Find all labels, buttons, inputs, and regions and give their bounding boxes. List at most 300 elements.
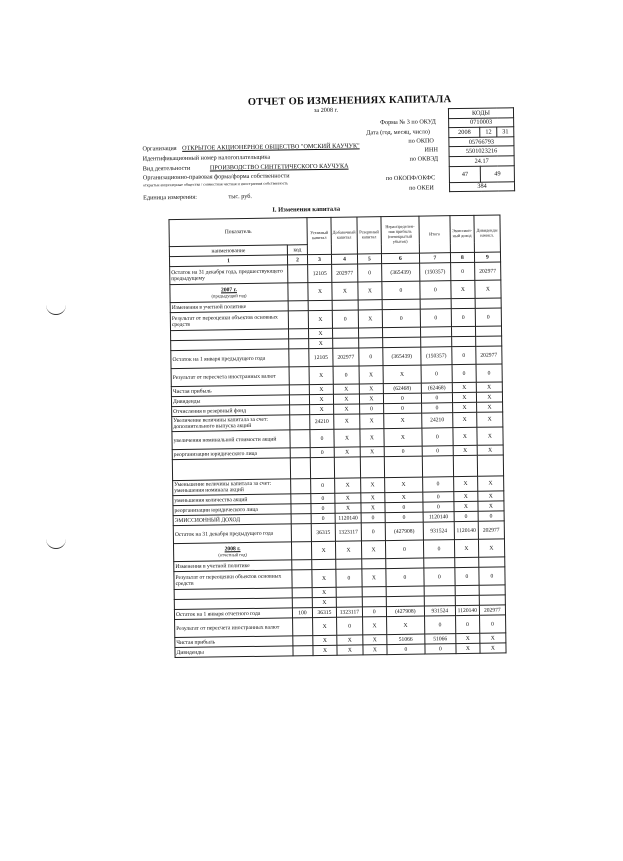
cell-col-3: 36315 <box>312 607 336 617</box>
cell-col-7: 0 <box>421 393 452 403</box>
cell-col-7: 0 <box>422 428 453 446</box>
row-name-text: Увеличение величины капитала за счет: дополнительного выпуска акций <box>173 416 269 431</box>
cell-col-5: X <box>359 394 383 404</box>
cell-col-3: X <box>313 617 337 635</box>
cell-col-6: (365439) <box>383 347 421 366</box>
cell-col-6 <box>382 337 420 348</box>
col-number: 2 <box>287 255 307 265</box>
row-code <box>288 311 308 329</box>
row-name <box>172 458 290 481</box>
cell-col-8: X <box>452 402 476 412</box>
codes-box <box>448 107 515 192</box>
row-subtitle: (предыдущий год) <box>211 292 247 299</box>
row-subtitle: (отчетный год) <box>218 551 247 557</box>
cell-col-3: 36315 <box>311 523 335 541</box>
cell-col-4 <box>333 328 359 338</box>
row-name-text: увеличения номинальной стоимости акций <box>173 436 277 444</box>
row-name <box>172 415 290 432</box>
cell-col-3: X <box>311 541 335 559</box>
cell-col-5 <box>362 587 386 597</box>
cell-col-9 <box>479 595 505 605</box>
row-name <box>170 311 288 331</box>
cell-col-3: 12105 <box>308 264 332 282</box>
cell-col-9: X <box>480 633 506 643</box>
cell-col-5: X <box>361 541 385 559</box>
row-code <box>288 283 308 301</box>
cell-col-4: X <box>337 635 363 645</box>
cell-col-3 <box>310 457 334 478</box>
row-name <box>175 646 293 658</box>
cell-col-9: X <box>477 427 503 445</box>
row-code <box>292 598 312 608</box>
cell-col-5 <box>358 328 382 338</box>
cell-col-7 <box>424 596 455 606</box>
unit-label: Единица измерения: <box>143 193 198 202</box>
row-name-text: Изменения в учетной политике <box>171 303 247 311</box>
cell-col-7: 24210 <box>422 413 453 428</box>
cell-col-3: 0 <box>311 513 335 523</box>
cell-col-7: 0 <box>424 616 455 634</box>
cell-col-6: 51066 <box>387 634 425 645</box>
cell-col-9: 0 <box>475 308 501 326</box>
row-code <box>290 448 310 458</box>
okopf-label: по ОКОПФ/ОКФС <box>385 174 436 183</box>
row-name-text: Чистая прибыль <box>172 388 212 395</box>
row-name-text: Дивиденды <box>176 649 204 656</box>
cell-col-9: X <box>476 382 502 392</box>
cell-col-9 <box>475 336 501 346</box>
row-code <box>291 494 311 504</box>
row-name-text: Остаток на 1 января предыдущего года <box>172 355 266 363</box>
cell-col-9 <box>475 326 501 336</box>
legal-form-value: открытые акционерные общества / совместная частная и иностранная собственность <box>142 180 289 188</box>
header-col-9: Дивиденды начисл. <box>474 215 501 252</box>
date-label: Дата (год, месяц, число) <box>366 128 431 137</box>
cell-col-8 <box>451 336 475 346</box>
legal-form-label: Организационно-правовая форма/форма собственности <box>142 172 290 182</box>
row-name <box>171 367 289 387</box>
row-name <box>173 542 291 562</box>
code-okud: 0710003 <box>449 117 514 128</box>
row-code <box>293 646 313 656</box>
row-code <box>292 560 312 570</box>
row-name-text: Дивиденды <box>172 398 201 405</box>
cell-col-4 <box>332 300 358 310</box>
cell-col-8: 0 <box>451 308 475 326</box>
cell-col-4: 202977 <box>333 348 359 366</box>
cell-col-8: X <box>452 392 476 402</box>
cell-col-3: 12105 <box>309 348 333 366</box>
row-code <box>293 618 313 636</box>
cell-col-6: 0 <box>383 393 421 404</box>
cell-col-3: X <box>309 384 333 394</box>
cell-col-4 <box>333 338 359 348</box>
row-code <box>290 458 310 479</box>
cell-col-7: (150357) <box>419 263 450 281</box>
cell-col-7 <box>420 299 451 309</box>
section-title: I. Изменения капитала <box>272 205 341 214</box>
okei-label: по ОКЕИ <box>409 184 434 192</box>
cell-col-3: X <box>313 645 337 655</box>
cell-col-4: 202977 <box>332 264 358 282</box>
cell-col-5: X <box>359 384 383 394</box>
cell-col-5: 0 <box>359 348 383 366</box>
cell-col-7 <box>422 456 453 477</box>
row-code <box>289 329 309 339</box>
cell-col-9: X <box>478 539 504 557</box>
cell-col-8: X <box>454 501 478 511</box>
cell-col-6: 0 <box>385 540 423 559</box>
cell-col-7 <box>420 327 451 337</box>
row-name-text: ЭМИССИОННЫЙ ДОХОД <box>174 516 241 524</box>
cell-col-4: X <box>333 394 359 404</box>
form-label: Форма № 3 по ОКУД <box>380 118 436 127</box>
cell-col-9: 0 <box>479 615 505 633</box>
cell-col-4: X <box>334 414 360 429</box>
row-code <box>289 339 309 349</box>
row-name-text: реорганизации юридического лица <box>174 506 258 514</box>
row-name-text: уменьшения количества акций <box>174 496 248 504</box>
row-code <box>293 636 313 646</box>
cell-col-7: 0 <box>423 492 454 502</box>
row-name-text: Отчисления в резервный фонд <box>173 407 247 415</box>
activity-value: ПРОИЗВОДСТВО СИНТЕТИЧЕСКОГО КАУЧУКА <box>209 162 349 172</box>
row-code <box>288 301 308 311</box>
cell-col-3: X <box>310 404 334 414</box>
cell-col-5 <box>358 338 382 348</box>
row-name <box>171 349 289 369</box>
cell-col-7: 0 <box>421 403 452 413</box>
cell-col-6 <box>382 299 420 310</box>
cell-col-5: 0 <box>357 264 381 282</box>
row-name <box>175 618 293 638</box>
cell-col-5: X <box>359 366 383 384</box>
cell-col-6 <box>382 327 420 338</box>
cell-col-9: X <box>476 392 502 402</box>
cell-col-8: X <box>453 427 477 445</box>
cell-col-9 <box>475 298 501 308</box>
cell-col-4 <box>336 597 362 607</box>
cell-col-6: (365439) <box>381 263 419 282</box>
cell-col-8: 0 <box>450 262 474 280</box>
cell-col-4: 1323117 <box>335 523 361 541</box>
row-code <box>289 349 309 367</box>
cell-col-8: 0 <box>452 346 476 364</box>
cell-col-6: X <box>385 492 423 503</box>
cell-col-6: 0 <box>386 568 424 587</box>
cell-col-3: 0 <box>310 429 334 447</box>
cell-col-8 <box>451 326 475 336</box>
cell-col-4: X <box>335 503 361 513</box>
cell-col-9: X <box>477 476 503 491</box>
cell-col-5: X <box>363 635 387 645</box>
row-code <box>289 385 309 395</box>
row-name <box>172 430 290 450</box>
code-inn: 5501023216 <box>449 146 514 157</box>
col-number: 4 <box>331 254 357 264</box>
col-number: 1 <box>169 255 287 267</box>
code-date-month: 12 <box>480 127 497 137</box>
cell-col-5 <box>362 559 386 569</box>
cell-col-9: 0 <box>476 364 502 382</box>
code-okopf: 47 <box>449 166 481 182</box>
cell-col-4: 0 <box>333 366 359 384</box>
col-number: 3 <box>307 254 331 264</box>
cell-col-5: 0 <box>362 607 386 617</box>
row-code <box>291 479 311 494</box>
cell-col-4: X <box>335 493 361 503</box>
row-name-text: Остаток на 1 января отчетного года <box>175 610 261 618</box>
cell-col-7: 0 <box>424 568 455 586</box>
taxpayer-id-label: Идентификационный номер налогоплательщика <box>142 153 271 163</box>
cell-col-5: X <box>362 569 386 587</box>
cell-col-7: 931524 <box>423 522 454 540</box>
cell-col-3 <box>312 559 336 569</box>
row-code <box>291 542 311 560</box>
cell-col-8: 0 <box>452 364 476 382</box>
row-name-text: реорганизации юридического лица <box>173 450 258 458</box>
cell-col-4: X <box>334 447 360 457</box>
row-name <box>173 479 291 496</box>
cell-col-9 <box>479 557 505 567</box>
cell-col-6: X <box>384 413 422 429</box>
cell-col-7: 1120140 <box>423 512 454 522</box>
row-name <box>174 570 292 590</box>
cell-col-3: 0 <box>311 503 335 513</box>
cell-col-7: 0 <box>422 446 453 456</box>
cell-col-7: 51066 <box>425 634 456 644</box>
cell-col-9: X <box>478 501 504 511</box>
col-number: 8 <box>450 252 474 262</box>
cell-col-3: X <box>312 587 336 597</box>
report-period: за 2008 г. <box>313 106 339 115</box>
col-number: 7 <box>419 253 450 263</box>
cell-col-9 <box>477 455 503 476</box>
cell-col-8: X <box>454 491 478 501</box>
col-number: 9 <box>474 252 500 262</box>
cell-col-6: 0 <box>384 446 422 457</box>
cell-col-5: X <box>360 447 384 457</box>
organization-value: ОТКРЫТОЕ АКЦИОНЕРНОЕ ОБЩЕСТВО "ОМСКИЙ КАУЧУК" <box>182 142 360 152</box>
cell-col-9: X <box>476 402 502 412</box>
cell-col-4: 0 <box>336 569 362 587</box>
cell-col-4: 0 <box>337 617 363 635</box>
activity-label: Вид деятельности <box>142 164 191 173</box>
cell-col-4: X <box>334 429 360 447</box>
cell-col-8: 0 <box>455 615 479 633</box>
organization-label: Организация <box>142 144 177 153</box>
cell-col-4 <box>336 559 362 569</box>
row-name-text: Результат от пересчета иностранных валют <box>176 624 280 632</box>
cell-col-3: X <box>309 394 333 404</box>
cell-col-9: 202977 <box>478 521 504 539</box>
cell-col-3: X <box>308 310 332 328</box>
cell-col-6: X <box>386 616 424 635</box>
row-code <box>290 415 310 430</box>
cell-col-3: X <box>313 635 337 645</box>
cell-col-8: X <box>453 412 477 427</box>
row-code <box>290 405 310 415</box>
cell-col-4: 1323117 <box>336 607 362 617</box>
cell-col-8: X <box>456 643 480 653</box>
cell-col-4: 1120140 <box>335 513 361 523</box>
cell-col-4: X <box>335 541 361 559</box>
table-header-row <box>169 215 500 247</box>
cell-col-9: 0 <box>479 567 505 585</box>
cell-col-6: 0 <box>382 281 420 300</box>
cell-col-7: 0 <box>420 309 451 327</box>
cell-col-5: X <box>361 493 385 503</box>
cell-col-9: X <box>478 491 504 501</box>
cell-col-6: 0 <box>383 403 421 414</box>
row-code <box>289 367 309 385</box>
organization-row <box>142 142 359 152</box>
cell-col-6: (427908) <box>385 522 423 541</box>
row-code <box>288 265 308 283</box>
cell-col-7: 0 <box>423 502 454 512</box>
cell-col-9: X <box>480 643 506 653</box>
cell-col-5: X <box>360 478 384 493</box>
row-name-text: Изменения в учетной политике <box>175 562 250 570</box>
code-okved: 24.17 <box>449 156 514 167</box>
cell-col-4 <box>336 587 362 597</box>
cell-col-8 <box>455 557 479 567</box>
codes-header: КОДЫ <box>448 108 513 119</box>
header-col-7: Итого <box>419 216 451 253</box>
header-col-3: Уставный капитал <box>307 217 332 254</box>
col-number: 6 <box>381 253 419 264</box>
cell-col-8: X <box>453 476 477 491</box>
cell-col-9: X <box>475 280 501 298</box>
cell-col-9: 0 <box>478 511 504 521</box>
cell-col-8 <box>453 455 477 476</box>
row-name <box>173 524 291 544</box>
col-number: 5 <box>357 254 381 264</box>
cell-col-7 <box>420 337 451 347</box>
inn-label: ИНН <box>424 146 438 154</box>
cell-col-6: (427908) <box>386 606 424 617</box>
code-okei: 384 <box>449 181 514 192</box>
cell-col-7: 0 <box>420 281 451 299</box>
row-name <box>170 283 288 303</box>
header-col-4: Добавочный капитал <box>331 217 357 254</box>
row-name <box>170 265 288 285</box>
row-code <box>292 588 312 598</box>
cell-col-5: X <box>360 429 384 447</box>
cell-col-3: X <box>312 597 336 607</box>
header-col-8: Эмиссион-ный доход <box>450 215 475 252</box>
cell-col-5: 0 <box>361 523 385 541</box>
cell-col-8: X <box>453 445 477 455</box>
cell-col-6: (62468) <box>383 383 421 394</box>
cell-col-3: 0 <box>311 493 335 503</box>
cell-col-6: X <box>383 365 421 384</box>
cell-col-6 <box>384 456 422 478</box>
row-name-text: Чистая прибыль <box>176 638 216 646</box>
cell-col-6: X <box>384 428 422 447</box>
cell-col-9: X <box>477 412 503 427</box>
cell-col-6: 0 <box>385 512 423 523</box>
row-name-text: Уменьшение величины капитала за счет: уменьшения номинала акций <box>174 480 272 495</box>
cell-col-3: X <box>309 328 333 338</box>
okpo-label: по ОКПО <box>408 137 434 145</box>
cell-col-7: 0 <box>422 477 453 492</box>
cell-col-8: X <box>456 633 480 643</box>
cell-col-3: 24210 <box>310 414 334 429</box>
cell-col-7: 0 <box>421 365 452 383</box>
cell-col-6: 0 <box>385 502 423 513</box>
cell-col-8: X <box>451 280 475 298</box>
cell-col-9: 202977 <box>476 346 502 364</box>
row-name-text: Результат от переоценки объектов основных средств <box>171 314 278 328</box>
cell-col-8: 1120140 <box>455 605 479 615</box>
cell-col-3 <box>308 300 332 310</box>
cell-col-7 <box>424 586 455 596</box>
cell-col-7 <box>424 558 455 568</box>
cell-col-7: (150357) <box>421 347 452 365</box>
capital-changes-table <box>168 214 506 658</box>
header-col-6: Нераспределен-ная прибыль (непокрытый убыток) <box>381 216 420 254</box>
cell-col-6 <box>386 596 424 607</box>
row-name-text: Остаток на 31 декабря предыдущего года <box>174 530 274 538</box>
cell-col-7: 0 <box>423 540 454 558</box>
cell-col-7: (62468) <box>421 383 452 393</box>
header-indicator: Показатель <box>169 218 307 247</box>
cell-col-8: 0 <box>454 511 478 521</box>
row-code <box>291 524 311 542</box>
header-name: наименование <box>169 245 287 257</box>
row-code: 100 <box>292 608 312 618</box>
code-date-day: 31 <box>497 127 514 137</box>
cell-col-5: X <box>358 310 382 328</box>
cell-col-3: X <box>309 338 333 348</box>
row-name-text: Результат от переоценки объектов основных средств <box>175 573 282 587</box>
cell-col-4: X <box>335 478 361 493</box>
cell-col-3: 0 <box>311 478 335 493</box>
report-title: ОТЧЕТ ОБ ИЗМЕНЕНИЯХ КАПИТАЛА <box>247 94 452 108</box>
cell-col-9 <box>479 585 505 595</box>
cell-col-8: 1120140 <box>454 521 478 539</box>
cell-col-7: 931524 <box>424 606 455 616</box>
cell-col-8: 0 <box>455 567 479 585</box>
row-name-text: Результат от пересчета иностранных валют <box>172 373 276 381</box>
cell-col-5: X <box>360 414 384 429</box>
cell-col-3: X <box>308 282 332 300</box>
cell-col-6: X <box>384 477 422 493</box>
row-code <box>289 395 309 405</box>
cell-col-6: 0 <box>387 644 425 655</box>
cell-col-4: X <box>337 645 363 655</box>
row-code <box>291 514 311 524</box>
code-date-year: 2008 <box>449 127 480 137</box>
cell-col-5 <box>362 597 386 607</box>
cell-col-6: 0 <box>382 309 420 328</box>
cell-col-3: 0 <box>310 447 334 457</box>
cell-col-6 <box>386 586 424 597</box>
code-okpo: 05766793 <box>449 137 514 148</box>
cell-col-5 <box>358 300 382 310</box>
cell-col-3: X <box>309 366 333 384</box>
row-name-text: 2007 г. <box>220 286 237 293</box>
header-code: код <box>287 245 307 255</box>
header-col-5: Резервный капитал <box>357 217 382 254</box>
row-name-text: Остаток на 31 декабря года, предшествующего предыдущему <box>171 268 283 282</box>
cell-col-9: X <box>477 445 503 455</box>
cell-col-8 <box>455 595 479 605</box>
cell-col-8: X <box>454 539 478 557</box>
row-code <box>292 570 312 588</box>
activity-row <box>143 163 349 173</box>
